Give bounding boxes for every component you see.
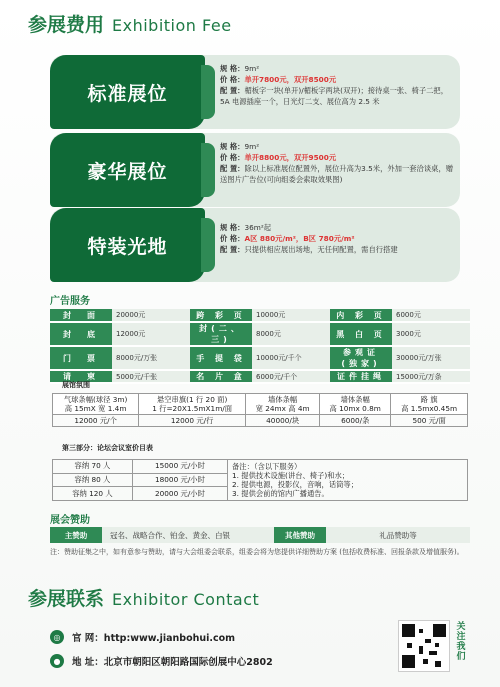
- contact-title-en: Exhibitor Contact: [112, 590, 260, 609]
- ad-item-name: 手 提 袋: [190, 346, 252, 370]
- venue-price: 40000/块: [246, 415, 320, 427]
- ad-item-name: 名 片 盒: [190, 370, 252, 383]
- table-row: [50, 346, 470, 370]
- package-name: 特装光地: [50, 208, 205, 282]
- ad-item-price: 30000元/万张: [392, 346, 470, 370]
- ad-item-price: 6000元: [392, 309, 470, 322]
- ad-item-name: 封 面: [50, 309, 112, 322]
- address-text: 地 址：北京市朝阳区朝阳路国际创展中心2802: [72, 657, 273, 668]
- venue-price: 12000 元/个: [53, 415, 139, 427]
- venue-item: 悬空串旗(1 行 20 面) 1 行=20X1.5mX1m/面: [139, 394, 246, 415]
- contact-header: [28, 584, 259, 611]
- package-info: 规 格：9m² 价 格：单开8800元，双开9500元 配 置：除以上标准展位配置外，展位升高为3.5米，外加一套洽谈桌，赠送图片广告位(可向组委会索取效果图): [220, 142, 454, 184]
- package-info: 规 格：9m² 价 格：单开7800元，双开8500元 配 置：楣板字一块(单开)/楣板字两块(双开)；接待桌一张、椅子二把，5A 电源插座一个，日光灯二支、展位高为 2.5 米: [220, 64, 448, 106]
- ads-table: [50, 309, 470, 384]
- ad-item-price: 5000元/千张: [112, 370, 190, 383]
- venue-price: 500 元/面: [391, 415, 468, 427]
- ad-item-name: 参观证(独家): [330, 346, 392, 370]
- forum-title: 第三部分：论坛会议室价目表: [62, 444, 153, 452]
- package-raw-space: [50, 208, 460, 282]
- sponsor-title: 展会赞助: [50, 515, 90, 526]
- fee-title-en: Exhibition Fee: [112, 16, 232, 35]
- ad-item-price: 8000元: [252, 322, 330, 346]
- ad-item-name: 请 柬: [50, 370, 112, 383]
- package-info: 规 格：36m²起 价 格：A区 880元/m²，B区 780元/m² 配 置：只提供相应展出场地，无任何配置，需自行搭建: [220, 223, 398, 254]
- package-deluxe: [50, 133, 460, 207]
- table-row: [53, 394, 468, 415]
- venue-price: 6000/条: [320, 415, 391, 427]
- fee-title-cn: 参展费用: [28, 14, 105, 36]
- venue-item: 气球条幅(球径 3m) 高 15mX 宽 1.4m: [53, 394, 139, 415]
- forum-note: 备注：（含以下服务） 1. 提供技术设施(讲台、椅子)和水； 2. 提供电源，投影仪，音响，话筒等； 3. 提供会前的馆内广播通告。: [228, 460, 468, 501]
- ad-item-price: 10000元: [252, 309, 330, 322]
- ad-item-price: 3000元: [392, 322, 470, 346]
- other-sponsor-label: 其他赞助: [274, 527, 326, 543]
- table-row: 容纳 120 人 20000 元/小时: [53, 487, 468, 501]
- table-row: 容纳 70 人 15000 元/小时 备注：（含以下服务） 1. 提供技术设施(讲台、椅子)和水； 2. 提供电源，投影仪，音响，话筒等； 3. 提供会前的馆内广播通告。: [53, 460, 468, 474]
- sponsor-section-header: [50, 511, 90, 526]
- ad-item-name: 封(二、三): [190, 322, 252, 346]
- table-row: [50, 322, 470, 346]
- venue-title: 展馆氛围: [62, 381, 90, 389]
- ads-title: 广告服务: [50, 296, 90, 307]
- ad-item-price: 10000元/千个: [252, 346, 330, 370]
- forum-table: [52, 459, 468, 501]
- website-link[interactable]: 官 网：http:www.jianbohui.com: [72, 633, 236, 644]
- venue-item: 墙体条幅 高 10mx 0.8m: [320, 394, 391, 415]
- package-name: 标准展位: [50, 55, 205, 129]
- venue-item: 墙体条幅 宽 24mx 高 4m: [246, 394, 320, 415]
- sponsor-row: [50, 527, 470, 543]
- table-row: [53, 415, 468, 427]
- venue-price: 12000 元/行: [139, 415, 246, 427]
- sponsor-note: 注：赞助征集之中，如有意参与赞助，请与大会组委会联系，组委会将为您提供详细赞助方案 (包括收费标准、回报条款及增值服务)。: [50, 548, 464, 556]
- table-row: [50, 309, 470, 322]
- contact-title-cn: 参展联系: [28, 588, 105, 610]
- globe-icon: ◎: [50, 630, 64, 644]
- ad-item-name: 内 彩 页: [330, 309, 392, 322]
- ads-section-header: [50, 292, 90, 307]
- main-sponsor-items: 冠名、战略合作、铂金、黄金、白银: [102, 527, 274, 543]
- other-sponsor-items: 礼品赞助等: [326, 527, 470, 543]
- ad-item-price: 12000元: [112, 322, 190, 346]
- ad-item-price: 8000元/万张: [112, 346, 190, 370]
- main-sponsor-label: 主赞助: [50, 527, 102, 543]
- package-standard: [50, 55, 460, 129]
- contact-website: [50, 630, 235, 644]
- location-pin-icon: ●: [50, 654, 64, 668]
- ad-item-name: 黑 白 页: [330, 322, 392, 346]
- follow-us-label: 关注我们: [456, 622, 466, 662]
- ad-item-name: 门 票: [50, 346, 112, 370]
- ad-item-name: 封 底: [50, 322, 112, 346]
- ad-item-price: 6000元/千个: [252, 370, 330, 383]
- fee-header: [28, 10, 232, 37]
- ad-item-name: 证件挂绳: [330, 370, 392, 383]
- qr-code[interactable]: [398, 620, 450, 672]
- contact-address: [50, 654, 273, 668]
- package-name: 豪华展位: [50, 133, 205, 207]
- ad-item-price: 20000元: [112, 309, 190, 322]
- table-row: [50, 370, 470, 383]
- venue-table: [52, 393, 468, 427]
- table-row: 容纳 80 人 18000 元/小时: [53, 473, 468, 487]
- venue-item: 路 旗 高 1.5mx0.45m: [391, 394, 468, 415]
- ad-item-price: 15000元/万条: [392, 370, 470, 383]
- ad-item-name: 跨 彩 页: [190, 309, 252, 322]
